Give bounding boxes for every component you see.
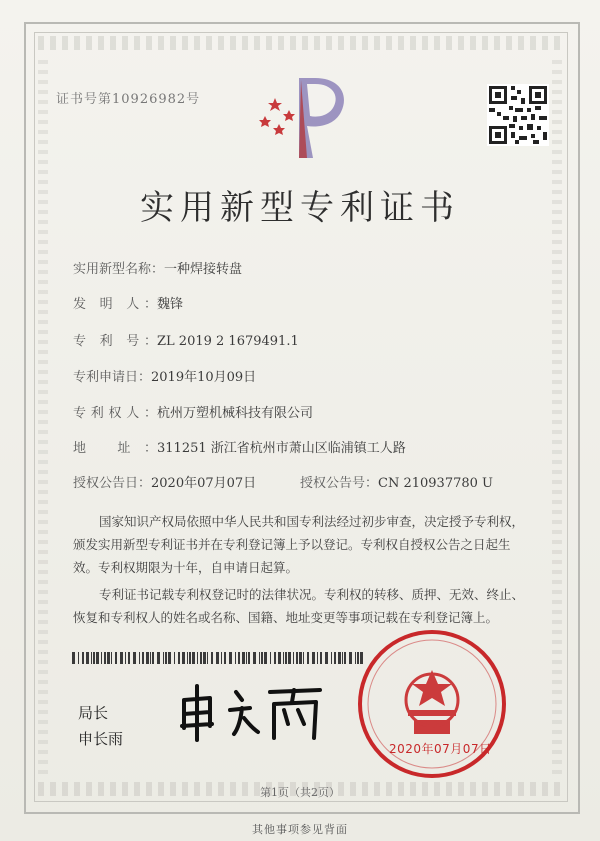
field-value: 311251 浙江省杭州市萧山区临浦镇工人路 bbox=[157, 441, 406, 456]
right-ornament bbox=[552, 60, 562, 780]
field-value: CN 210937780 U bbox=[378, 476, 493, 491]
field-inventor bbox=[73, 293, 183, 312]
field-label: 专 利 号： bbox=[73, 334, 157, 349]
left-ornament bbox=[38, 60, 48, 780]
field-value: 2020年07月07日 bbox=[151, 476, 257, 491]
field-utility-model-name bbox=[73, 258, 242, 277]
field-value: 魏锋 bbox=[157, 297, 184, 312]
qr-code-icon bbox=[487, 84, 549, 146]
paragraph-text: 国家知识产权局依照中华人民共和国专利法经过初步审查，决定授予专利权，颁发实用新型专利证书并在专利登记簿上予以登记。专利权自授权公告之日起生效。专利权期限为十年，自申请日起算。 bbox=[73, 514, 525, 575]
field-patent-number bbox=[73, 330, 299, 349]
seal-date: 2020年07月07日 bbox=[389, 742, 492, 756]
field-value: 杭州万塑机械科技有限公司 bbox=[157, 406, 314, 421]
field-value: 2019年10月09日 bbox=[151, 370, 257, 385]
chief-name: 申长雨 bbox=[78, 730, 124, 748]
field-value: ZL 2019 2 1679491.1 bbox=[157, 334, 299, 349]
field-label: 授权公告号： bbox=[300, 476, 379, 491]
patent-office-logo-icon bbox=[255, 72, 355, 162]
field-value: 一种焊接转盘 bbox=[164, 262, 243, 277]
paragraph-text: 专利证书记载专利权登记时的法律状况。专利权的转移、质押、无效、终止、恢复和专利权人的姓名或名称、国籍、地址变更等事项记载在专利登记簿上。 bbox=[73, 587, 525, 625]
page-number: 第1页（共2页） bbox=[260, 786, 340, 799]
certificate-title: 实用新型专利证书 bbox=[140, 188, 460, 228]
field-label: 专利权人： bbox=[73, 406, 157, 421]
barcode-strip bbox=[72, 652, 364, 664]
statement-paragraph-2 bbox=[73, 583, 529, 629]
certificate-number: 证书号第10926982号 bbox=[56, 92, 201, 107]
field-patentee bbox=[73, 402, 313, 421]
statement-paragraph-1 bbox=[73, 510, 529, 579]
field-label: 地 址： bbox=[73, 441, 157, 456]
field-filing-date bbox=[73, 366, 256, 385]
field-label: 专利申请日： bbox=[73, 370, 152, 385]
footer-note: 其他事项参见背面 bbox=[252, 823, 348, 836]
field-label: 实用新型名称： bbox=[73, 262, 165, 277]
field-label: 发 明 人： bbox=[73, 297, 157, 312]
handwritten-signature bbox=[170, 678, 330, 748]
field-address bbox=[73, 437, 406, 456]
field-grant-number bbox=[300, 472, 493, 491]
official-seal bbox=[356, 628, 508, 780]
field-grant-date bbox=[73, 472, 256, 491]
chief-title: 局长 bbox=[78, 704, 109, 722]
top-ornament bbox=[38, 36, 562, 50]
field-label: 授权公告日： bbox=[73, 476, 152, 491]
